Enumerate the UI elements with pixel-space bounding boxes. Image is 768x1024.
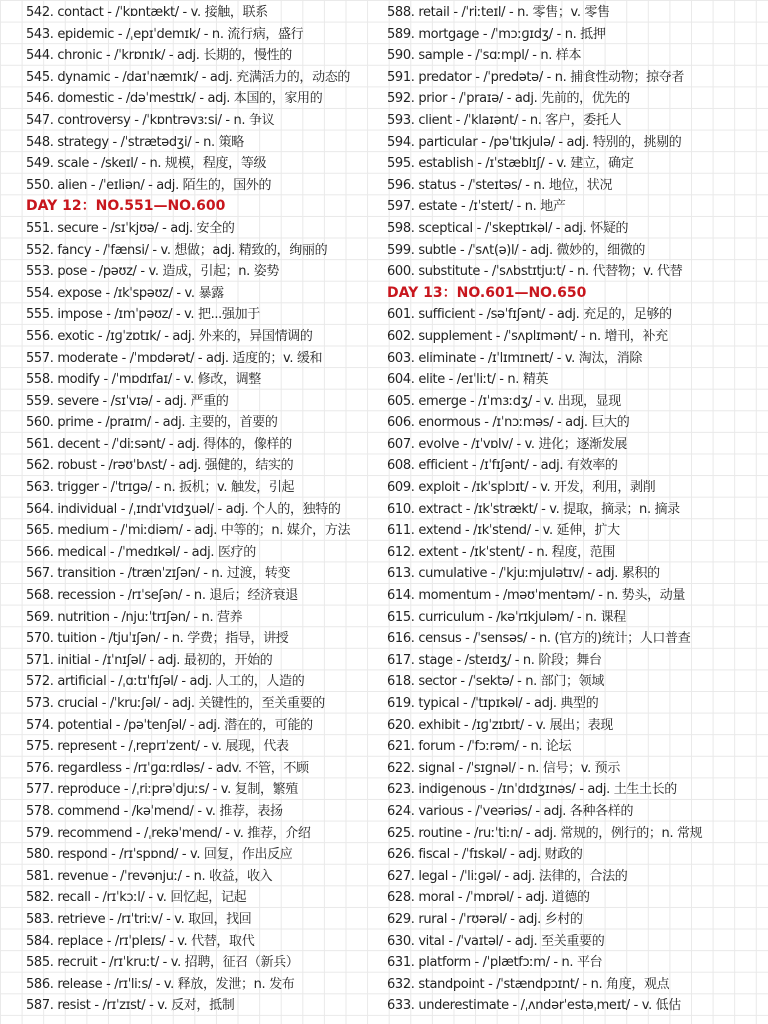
entry: 618. sector - /ˈsektə/ - n. 部门；领域 xyxy=(387,674,604,690)
entry: 584. replace - /rɪˈpleɪs/ - v. 代替，取代 xyxy=(26,933,255,949)
entry: 599. subtle - /ˈsʌt(ə)l/ - adj. 微妙的，细微的 xyxy=(387,242,646,258)
entry: 547. controversy - /ˈkɒntrəvɜːsi/ - n. 争议 xyxy=(26,112,275,128)
entry: 577. reproduce - /ˌriːprəˈdjuːs/ - v. 复制，繁殖 xyxy=(26,782,298,798)
entry: 623. indigenous - /ɪnˈdɪdʒɪnəs/ - adj. 土生土长的 xyxy=(387,782,677,798)
entry: 557. moderate - /ˈmɒdərət/ - adj. 适度的；v. 缓和 xyxy=(26,350,323,366)
entry: 580. respond - /rɪˈspɒnd/ - v. 回复，作出反应 xyxy=(26,847,293,863)
entry: 619. typical - /ˈtɪpɪkəl/ - adj. 典型的 xyxy=(387,696,599,711)
entry: 549. scale - /skeɪl/ - n. 规模，程度，等级 xyxy=(26,156,267,172)
entry: 613. cumulative - /ˈkjuːmjulətɪv/ - adj. 累积的 xyxy=(387,566,660,582)
entry: 590. sample - /ˈsɑːmpl/ - n. 样本 xyxy=(387,48,582,64)
entry: 597. estate - /ɪˈsteɪt/ - n. 地产 xyxy=(387,199,566,215)
entry: 595. establish - /ɪˈstæblɪʃ/ - v. 建立，确定 xyxy=(387,156,634,172)
entry: 552. fancy - /ˈfænsi/ - v. 想做；adj. 精致的，绚丽的 xyxy=(26,242,328,258)
entry: 563. trigger - /ˈtrɪɡə/ - n. 扳机；v. 触发，引起 xyxy=(26,480,295,496)
entry: 603. eliminate - /ɪˈlɪmɪneɪt/ - v. 淘汰，消除 xyxy=(387,350,643,366)
entry: 592. prior - /ˈpraɪə/ - adj. 先前的，优先的 xyxy=(387,91,630,107)
entry: 608. efficient - /ɪˈfɪʃənt/ - adj. 有效率的 xyxy=(387,458,618,474)
entry: 605. emerge - /ɪˈmɜːdʒ/ - v. 出现，显现 xyxy=(387,393,621,409)
entry: 573. crucial - /ˈkruːʃəl/ - adj. 关键性的，至关重要的 xyxy=(26,696,325,711)
entry: 562. robust - /rəʊˈbʌst/ - adj. 强健的，结实的 xyxy=(26,458,294,474)
entry: 544. chronic - /ˈkrɒnɪk/ - adj. 长期的，慢性的 xyxy=(26,48,292,64)
entry: 615. curriculum - /kəˈrɪkjuləm/ - n. 课程 xyxy=(387,609,626,625)
day-heading: DAY 12：NO.551—NO.600 xyxy=(26,198,226,215)
entry: 565. medium - /ˈmiːdiəm/ - adj. 中等的；n. 媒介，方法 xyxy=(26,523,351,539)
entry: 581. revenue - /ˈrevənjuː/ - n. 收益，收入 xyxy=(26,868,273,884)
entry: 572. artificial - /ˌɑːtɪˈfɪʃəl/ - adj. 人工的，人造的 xyxy=(26,674,305,690)
entry: 614. momentum - /məʊˈmentəm/ - n. 势头，动量 xyxy=(387,588,686,604)
entry: 633. underestimate - /ˌʌndərˈestəˌmeɪt/ - v. 低估 xyxy=(387,998,681,1014)
entry: 629. rural - /ˈrʊərəl/ - adj. 乡村的 xyxy=(387,911,583,927)
entry: 566. medical - /ˈmedɪkəl/ - adj. 医疗的 xyxy=(26,544,256,560)
entry: 593. client - /ˈklaɪənt/ - n. 客户，委托人 xyxy=(387,112,622,128)
entry: 632. standpoint - /ˈstændpɔɪnt/ - n. 角度，观点 xyxy=(387,976,670,992)
entry: 543. epidemic - /ˌepɪˈdemɪk/ - n. 流行病，盛行 xyxy=(26,26,304,42)
entry: 598. sceptical - /ˈskeptɪkəl/ - adj. 怀疑的 xyxy=(387,220,629,236)
entry: 625. routine - /ruːˈtiːn/ - adj. 常规的，例行的；n. 常规 xyxy=(387,825,703,841)
entry: 574. potential - /pəˈtenʃəl/ - adj. 潜在的，可能的 xyxy=(26,717,313,733)
entry: 561. decent - /ˈdiːsənt/ - adj. 得体的，像样的 xyxy=(26,436,292,452)
entry: 555. impose - /ɪmˈpəʊz/ - v. 把...强加于 xyxy=(26,307,260,323)
entry: 567. transition - /trænˈzɪʃən/ - n. 过渡，转变 xyxy=(26,566,291,582)
entry: 586. release - /rɪˈliːs/ - v. 释放，发泄；n. 发布 xyxy=(26,976,295,992)
entry: 601. sufficient - /səˈfɪʃənt/ - adj. 充足的，足够的 xyxy=(387,307,672,323)
entry: 600. substitute - /ˈsʌbstɪtjuːt/ - n. 代替物；v. 代替 xyxy=(387,264,683,280)
entry: 591. predator - /ˈpredətə/ - n. 捕食性动物；掠夺者 xyxy=(387,69,685,85)
entry: 585. recruit - /rɪˈkruːt/ - v. 招聘，征召（新兵） xyxy=(26,955,299,971)
entry: 607. evolve - /ɪˈvɒlv/ - v. 进化；逐渐发展 xyxy=(387,436,628,452)
entry: 616. census - /ˈsensəs/ - n. (官方的)统计；人口普查 xyxy=(387,631,691,647)
entry: 568. recession - /rɪˈseʃən/ - n. 退后；经济衰退 xyxy=(26,588,298,604)
right-column xyxy=(387,2,767,1017)
entry: 579. recommend - /ˌrekəˈmend/ - v. 推荐，介绍 xyxy=(26,825,311,841)
entry: 575. represent - /ˌreprɪˈzent/ - v. 展现，代表 xyxy=(26,739,289,755)
entry: 627. legal - /ˈliːɡəl/ - adj. 法律的，合法的 xyxy=(387,868,628,884)
entry: 588. retail - /ˈriːteɪl/ - n. 零售；v. 零售 xyxy=(387,5,610,20)
entry: 559. severe - /sɪˈvɪə/ - adj. 严重的 xyxy=(26,393,229,409)
entry: 630. vital - /ˈvaɪtəl/ - adj. 至关重要的 xyxy=(387,933,605,949)
entry: 594. particular - /pəˈtɪkjulə/ - adj. 特别的，挑剔的 xyxy=(387,134,682,150)
day-heading: DAY 13：NO.601—NO.650 xyxy=(387,284,587,301)
entry: 578. commend - /kəˈmend/ - v. 推荐，表扬 xyxy=(26,803,283,819)
entry: 548. strategy - /ˈstrætədʒi/ - n. 策略 xyxy=(26,134,244,150)
entry: 596. status - /ˈsteɪtəs/ - n. 地位，状况 xyxy=(387,177,613,193)
entry: 583. retrieve - /rɪˈtriːv/ - v. 取回，找回 xyxy=(26,911,252,927)
entry: 564. individual - /ˌɪndɪˈvɪdʒuəl/ - adj. 个人的，独特的 xyxy=(26,501,341,517)
entry: 570. tuition - /tjuˈɪʃən/ - n. 学费；指导，讲授 xyxy=(26,631,289,647)
entry: 612. extent - /ɪkˈstent/ - n. 程度，范围 xyxy=(387,544,616,560)
entry: 545. dynamic - /daɪˈnæmɪk/ - adj. 充满活力的，动态的 xyxy=(26,69,351,85)
entry: 556. exotic - /ɪɡˈzɒtɪk/ - adj. 外来的，异国情调的 xyxy=(26,328,313,344)
entry: 546. domestic - /dəˈmestɪk/ - adj. 本国的，家用的 xyxy=(26,91,323,107)
entry: 554. expose - /ɪkˈspəʊz/ - v. 暴露 xyxy=(26,285,224,301)
entry: 558. modify - /ˈmɒdɪfaɪ/ - v. 修改，调整 xyxy=(26,372,261,388)
entry: 626. fiscal - /ˈfɪskəl/ - adj. 财政的 xyxy=(387,847,583,863)
entry: 606. enormous - /ɪˈnɔːməs/ - adj. 巨大的 xyxy=(387,415,630,431)
entry: 551. secure - /sɪˈkjʊə/ - adj. 安全的 xyxy=(26,220,235,236)
entry: 628. moral - /ˈmɒrəl/ - adj. 道德的 xyxy=(387,890,590,906)
entry: 576. regardless - /rɪˈɡɑːrdləs/ - adv. 不管，不顾 xyxy=(26,760,309,776)
entry: 569. nutrition - /njuːˈtrɪʃən/ - n. 营养 xyxy=(26,609,243,625)
entry: 621. forum - /ˈfɔːrəm/ - n. 论坛 xyxy=(387,739,572,755)
entry: 609. exploit - /ɪkˈsplɔɪt/ - v. 开发，利用，剥削 xyxy=(387,480,656,496)
entry: 550. alien - /ˈeɪliən/ - adj. 陌生的，国外的 xyxy=(26,177,272,193)
entry: 582. recall - /rɪˈkɔːl/ - v. 回忆起，记起 xyxy=(26,890,247,906)
entry: 622. signal - /ˈsɪɡnəl/ - n. 信号；v. 预示 xyxy=(387,760,620,776)
entry: 589. mortgage - /ˈmɔːɡɪdʒ/ - n. 抵押 xyxy=(387,26,606,42)
entry: 624. various - /ˈveəriəs/ - adj. 各种各样的 xyxy=(387,803,634,819)
entry: 571. initial - /ɪˈnɪʃəl/ - adj. 最初的，开始的 xyxy=(26,652,273,668)
entry: 631. platform - /ˈplætfɔːm/ - n. 平台 xyxy=(387,955,603,971)
entry: 602. supplement - /ˈsʌplɪmənt/ - n. 增刊，补充 xyxy=(387,328,668,344)
entry: 604. elite - /eɪˈliːt/ - n. 精英 xyxy=(387,372,549,388)
entry: 560. prime - /praɪm/ - adj. 主要的，首要的 xyxy=(26,415,278,431)
entry: 553. pose - /pəʊz/ - v. 造成，引起；n. 姿势 xyxy=(26,264,280,280)
entry: 542. contact - /ˈkɒntækt/ - v. 接触，联系 xyxy=(26,5,268,20)
entry: 620. exhibit - /ɪɡˈzɪbɪt/ - v. 展出；表现 xyxy=(387,717,613,733)
entry: 611. extend - /ɪkˈstend/ - v. 延伸，扩大 xyxy=(387,523,620,539)
entry: 587. resist - /rɪˈzɪst/ - v. 反对，抵制 xyxy=(26,998,235,1014)
entry: 617. stage - /steɪdʒ/ - n. 阶段；舞台 xyxy=(387,652,602,668)
entry: 610. extract - /ɪkˈstrækt/ - v. 提取，摘录；n. 摘录 xyxy=(387,501,680,517)
left-column xyxy=(26,2,382,1017)
